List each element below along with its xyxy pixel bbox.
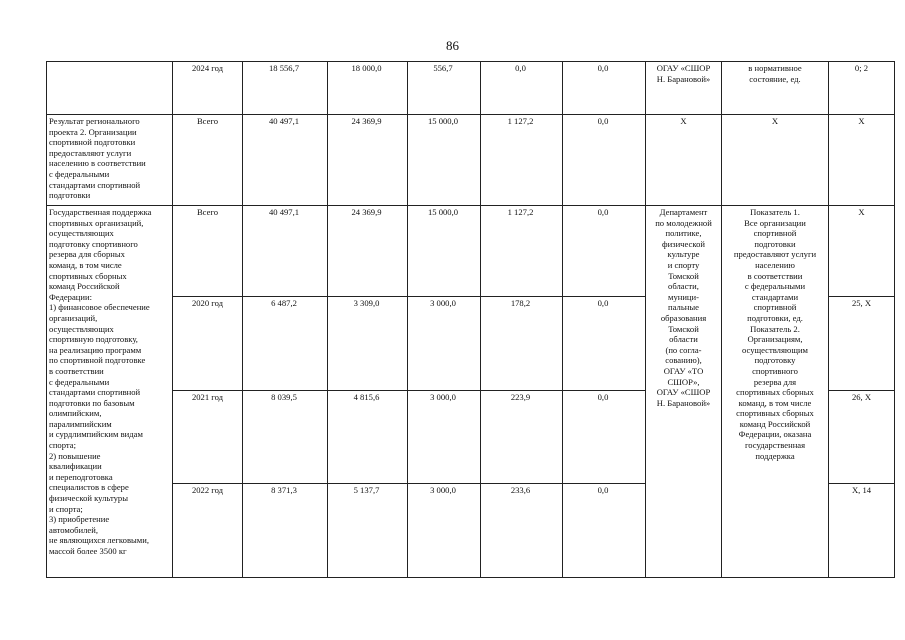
reference-cell: 25, Х (829, 297, 895, 391)
local-cell: 1 127,2 (481, 115, 563, 206)
regional-cell: 3 000,0 (408, 484, 481, 578)
extra-budget-cell: 0,0 (563, 62, 646, 115)
indicator-cell: в нормативное состояние, ед. (722, 62, 829, 115)
year-cell: 2022 год (173, 484, 243, 578)
year-cell: Всего (173, 206, 243, 297)
local-cell: 178,2 (481, 297, 563, 391)
federal-cell: 5 137,7 (328, 484, 408, 578)
measure-name-cell (47, 62, 173, 115)
measure-name-cell: Результат регионального проекта 2. Организации спортивной подготовки предоставляют услуги населению в соответствии с федеральными стандартами спортивной подготовки (47, 115, 173, 206)
total-cell: 40 497,1 (243, 206, 328, 297)
reference-cell: 26, Х (829, 391, 895, 484)
federal-cell: 3 309,0 (328, 297, 408, 391)
local-cell: 233,6 (481, 484, 563, 578)
federal-cell: 24 369,9 (328, 206, 408, 297)
regional-cell: 15 000,0 (408, 115, 481, 206)
reference-cell: Х (829, 206, 895, 297)
year-cell: Всего (173, 115, 243, 206)
page-number: 86 (446, 38, 459, 53)
year-cell: 2020 год (173, 297, 243, 391)
regional-cell: 3 000,0 (408, 391, 481, 484)
reference-cell: Х (829, 115, 895, 206)
executor-cell: Х (646, 115, 722, 206)
indicator-cell: Х (722, 115, 829, 206)
extra-budget-cell: 0,0 (563, 484, 646, 578)
indicator-cell: Показатель 1. Все организации спортивной подготовки предоставляют услуги населению в соответствии с федеральными стандартами спортивной подготовки, ед. Показатель 2. Организациям, осуществляющим подготовку спортивного резерва для спортивных сборных команд, в том числе спортивных сборных команд Российской Федерации, оказана государственная поддержка (722, 206, 829, 578)
measure-name-cell: Государственная поддержка спортивных организаций, осуществляющих подготовку спортивного резерва для сборных команд, в том числе спортивных сборных команд Российской Федерации: 1) финансовое обеспечение организаций, осуществляющих спортивную подготовку, на реализацию программ по спортивной подготовке в соответствии с федеральными стандартами спортивной подготовки по базовым олимпийским, паралимпийским и сурдлимпийским видам спорта; 2) повышение квалификации и переподготовка специалистов в сфере физической культуры и спорта; 3) приобретение автомобилей, не являющихся легковыми, массой более 3500 кг (47, 206, 173, 578)
executor-cell: Департамент по молодежной политике, физической культуре и спорту Томской области, муници- пальные образования Томской области (по согла- сованию), ОГАУ «ТО СШОР», ОГАУ «СШОР Н. Барановой» (646, 206, 722, 578)
table-row (47, 62, 895, 115)
local-cell: 223,9 (481, 391, 563, 484)
extra-budget-cell: 0,0 (563, 206, 646, 297)
federal-cell: 18 000,0 (328, 62, 408, 115)
reference-cell: Х, 14 (829, 484, 895, 578)
extra-budget-cell: 0,0 (563, 115, 646, 206)
local-cell: 1 127,2 (481, 206, 563, 297)
total-cell: 18 556,7 (243, 62, 328, 115)
reference-cell: 0; 2 (829, 62, 895, 115)
table-row (47, 115, 895, 206)
federal-cell: 24 369,9 (328, 115, 408, 206)
table-row (47, 206, 895, 297)
executor-cell: ОГАУ «СШОР Н. Барановой» (646, 62, 722, 115)
year-cell: 2021 год (173, 391, 243, 484)
total-cell: 6 487,2 (243, 297, 328, 391)
regional-cell: 556,7 (408, 62, 481, 115)
regional-cell: 3 000,0 (408, 297, 481, 391)
federal-cell: 4 815,6 (328, 391, 408, 484)
total-cell: 8 039,5 (243, 391, 328, 484)
extra-budget-cell: 0,0 (563, 391, 646, 484)
program-table (46, 61, 895, 578)
year-cell: 2024 год (173, 62, 243, 115)
total-cell: 40 497,1 (243, 115, 328, 206)
extra-budget-cell: 0,0 (563, 297, 646, 391)
regional-cell: 15 000,0 (408, 206, 481, 297)
local-cell: 0,0 (481, 62, 563, 115)
total-cell: 8 371,3 (243, 484, 328, 578)
